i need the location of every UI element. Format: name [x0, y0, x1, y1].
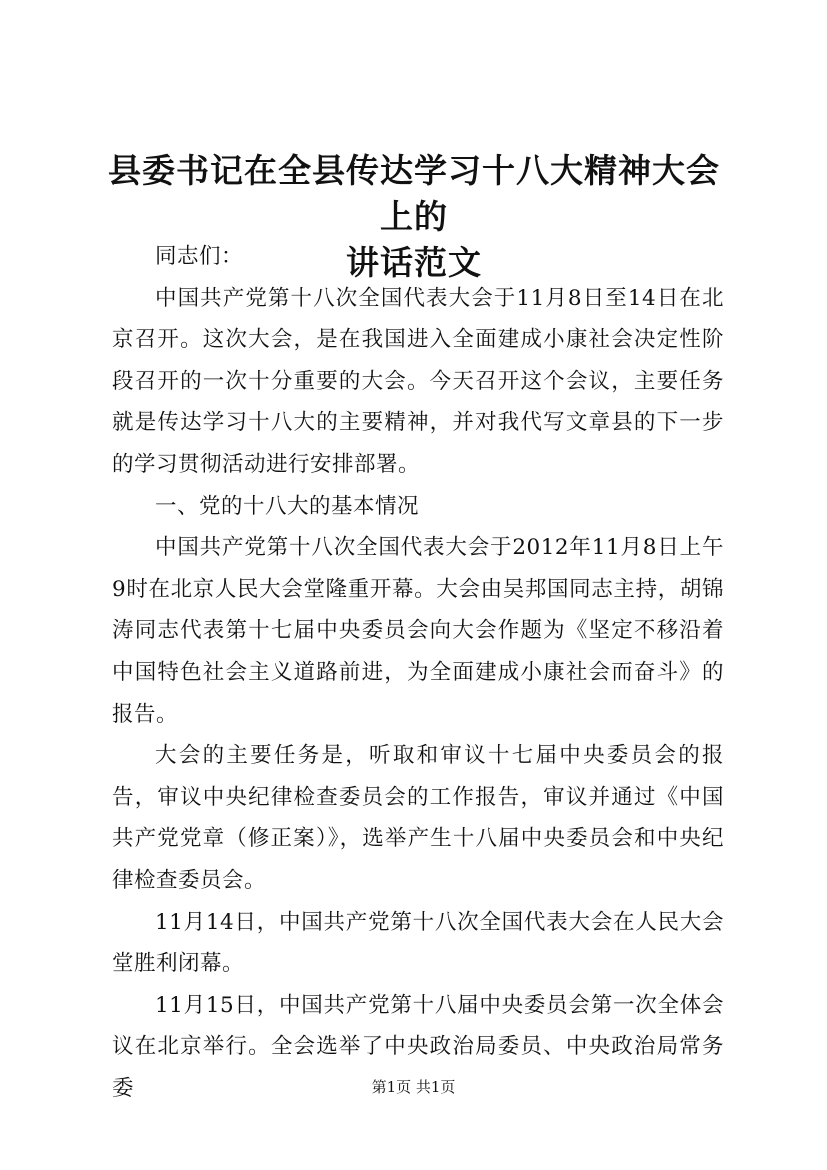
body-paragraph: 11月14日，中国共产党第十八次全国代表大会在人民大会堂胜利闭幕。	[112, 909, 724, 977]
salutation-paragraph: 同志们：	[155, 244, 244, 269]
intro-paragraph: 中国共产党第十八次全国代表大会于11月8日至14日在北京召开。这次大会，是在我国进入全面建成小康社会决定性阶段召开的一次十分重要的大会。今天召开这个会议，主要任务就是传达学习十八大的主要精神，并对我代写文章县的下一步的学习贯彻活动进行安排部署。	[112, 285, 724, 477]
body-paragraph: 11月15日，中国共产党第十八届中央委员会第一次全体会议在北京举行。全会选举了中央政治局委员、中央政治局常务委	[112, 992, 724, 1101]
section-heading: 一、党的十八大的基本情况	[155, 493, 420, 519]
title-line-2: 讲话范文	[346, 243, 482, 282]
body-paragraph: 中国共产党第十八次全国代表大会于2012年11月8日上午9时在北京人民大会堂隆重开幕。大会由吴邦国同志主持，胡锦涛同志代表第十七届中央委员会向大会作题为《坚定不移沿着中国特色社会主义道路前进，为全面建成小康社会而奋斗》的报告。	[112, 535, 724, 727]
document-body	[112, 236, 724, 1109]
page-number-footer: 第1页 共1页	[371, 1078, 456, 1096]
body-paragraph: 大会的主要任务是，听取和审议十七届中央委员会的报告，审议中央纪律检查委员会的工作报告，审议并通过《中国共产党党章（修正案）》，选举产生十八届中央委员会和中央纪律检查委员会。	[112, 743, 724, 893]
title-line-1: 县委书记在全县传达学习十八大精神大会上的	[108, 151, 720, 236]
